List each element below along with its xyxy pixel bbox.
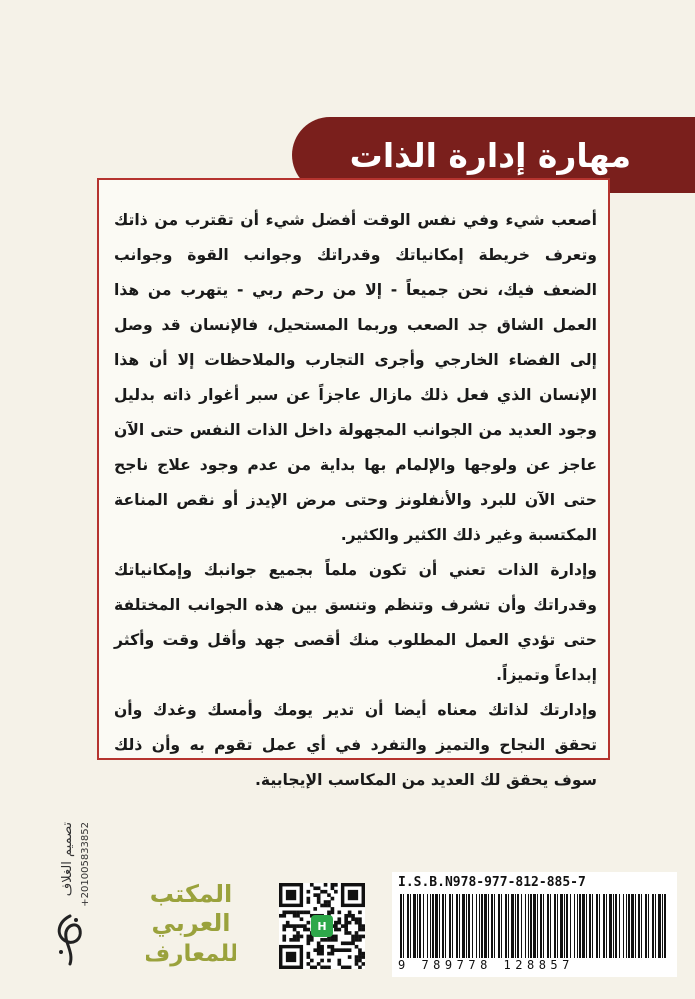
publisher-line-3: للمعارف <box>146 941 236 967</box>
isbn-block <box>392 872 677 977</box>
designer-label: تصميم الغلاف <box>60 822 75 897</box>
publisher-logo <box>146 875 236 967</box>
publisher-logo-icon <box>146 875 236 967</box>
qr-badge: H <box>311 915 333 937</box>
book-title: مهارة إدارة الذات <box>349 135 631 175</box>
barcode-icon <box>400 894 668 958</box>
qr-code[interactable] <box>279 883 365 969</box>
publisher-line-1: المكتب <box>149 880 233 908</box>
designer-phone: +201005833852 <box>80 822 91 907</box>
paragraph-2: وإدارة الذات تعني أن تكون ملماً بجميع جوانبك وإمكانياتك وقدراتك وأن تشرف وتنظم وتنسق بين هذه الجوانب المختلفة حتى تؤدي العمل المطلوب منك أقصى جهد وأقل وقت وأكثر إبداعاً وتميزاً. <box>114 561 597 684</box>
designer-signature-icon <box>52 912 88 970</box>
paragraph-3: وإدارتك لذاتك معناه أيضا أن تدير يومك وأمسك وغدك وأن تحقق النجاح والتميز والتفرد في أي عمل تقوم به وأن ذلك سوف يحقق لك العديد من المكاسب الإيجابية. <box>114 701 597 789</box>
barcode-digits: 9 789778 128857 <box>398 958 574 972</box>
body-text <box>114 203 597 798</box>
paragraph-1: أصعب شيء وفي نفس الوقت أفضل شيء أن تقترب من ذاتك وتعرف خريطة إمكانياتك وقدراتك وجوانب القوة وجوانب الضعف فيك، نحن جميعاً - إلا من رحم ربي - يتهرب من هذا العمل الشاق جد الصعب وربما المستحيل، فالإنسان قد وصل إلى الفضاء الخارجي وأجرى التجارب والملاحظات إلا أن هذا الإنسان الذي فعل ذلك مازال عاجزاً عن سبر أغوار ذاته بدليل وجود العديد من الجوانب المجهولة داخل الذات النفس حتى الآن عاجز عن ولوجها والإلمام بها بداية من عدم وجود علاج ناجح حتى الآن للبرد والأنفلونز وحتى مرض الإيدز أو نقص المناعة المكتسبة وغير ذلك الكثير والكثير. <box>114 211 597 544</box>
isbn-label: I.S.B.N978-977-812-885-7 <box>398 875 586 890</box>
publisher-line-2: العربي <box>151 909 231 937</box>
cover-designer-credit <box>18 822 108 972</box>
